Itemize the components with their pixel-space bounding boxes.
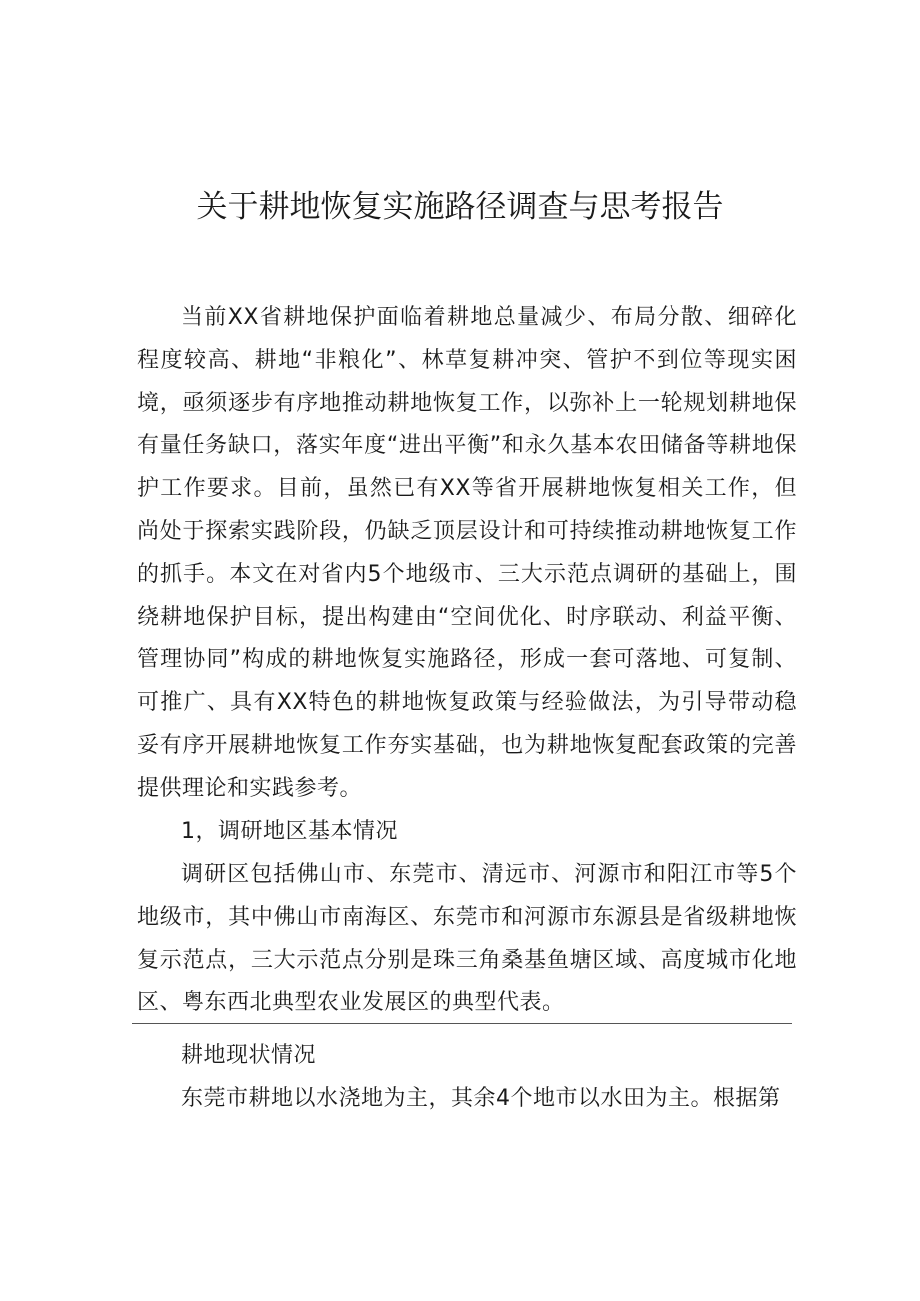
section-heading-survey-area: 1，调研地区基本情况 (181, 819, 398, 844)
section-heading-farmland-status: 耕地现状情况 (181, 1043, 317, 1068)
intro-paragraph: 当前XX省耕地保护面临着耕地总量减少、布局分散、细碎化程度较高、耕地“非粮化”、林草复耕冲突、管护不到位等现实困境，亟须逐步有序地推动耕地恢复工作，以弥补上一轮规划耕地保有量任务缺口，落实年度“进出平衡”和永久基本农田储备等耕地保护工作要求。目前，虽然已有XX等省开展耕地恢复相关工作，但尚处于探索实践阶段，仍缺乏顶层设计和可持续推动耕地恢复工作的抓手。本文在对省内5个地级市、三大示范点调研的基础上，围绕耕地保护目标，提出构建由“空间优化、时序联动、利益平衡、管理协同”构成的耕地恢复实施路径，形成一套可落地、可复制、可推广、具有XX特色的耕地恢复政策与经验做法，为引导带动稳妥有序开展耕地恢复工作夯实基础，也为耕地恢复配套政策的完善提供理论和实践参考。 (137, 305, 797, 801)
section-divider (132, 1023, 792, 1024)
survey-area-paragraph: 调研区包括佛山市、东莞市、清远市、河源市和阳江市等5个地级市，其中佛山市南海区、东莞市和河源市东源县是省级耕地恢复示范点，三大示范点分别是珠三角桑基鱼塘区域、高度城市化地区、粤东西北典型农业发展区的典型代表。 (137, 862, 797, 1016)
document-title: 关于耕地恢复实施路径调查与思考报告 (196, 189, 724, 225)
farmland-status-paragraph: 东莞市耕地以水浇地为主，其余4个地市以水田为主。根据第 (181, 1086, 781, 1111)
